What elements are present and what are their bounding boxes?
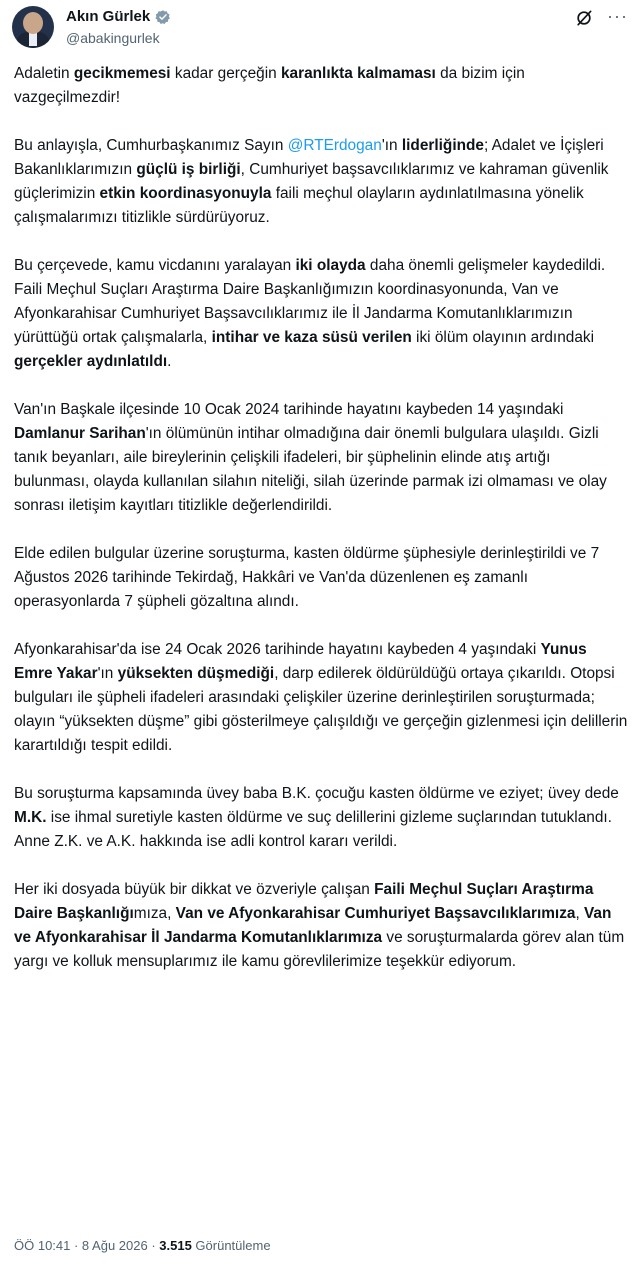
avatar[interactable] (12, 6, 54, 48)
bold-text: Faili Meçhul Suçları Araştırma Daire Başkanlığı (14, 881, 594, 922)
text-segment: . (167, 353, 172, 370)
text-segment: 'ın (97, 665, 118, 682)
bold-text: karanlıkta kalmaması (280, 65, 436, 82)
text-segment: Van'ın Başkale ilçesinde 10 Ocak 2024 tarihinde hayatını kaybeden 14 yaşındaki (14, 401, 564, 418)
bold-text: gerçekler aydınlatıldı (14, 353, 168, 370)
text-segment: Elde edilen bulgular üzerine soruşturma, kasten öldürme şüphesiyle derinleştirildi ve 7 Ağustos 2026 tarihinde Tekirdağ, Hakkâri ve Van'da düzenlenen eş zamanlı operasyonlarda 7 şüpheli gözaltına alındı. (14, 545, 600, 610)
more-icon[interactable]: ··· (607, 6, 628, 26)
tweet-text (14, 62, 628, 998)
text-segment: iki ölüm olayının ardındaki (411, 329, 594, 346)
verified-badge-icon (155, 9, 171, 25)
tweet-paragraph (14, 134, 628, 230)
text-segment: faili meçhul olayların aydınlatılmasına yönelik çalışmalarımızı titizlikle sürdürüyoruz. (14, 185, 584, 226)
tweet-meta (14, 1238, 271, 1253)
bold-text: liderliğinde (401, 137, 484, 154)
author-handle[interactable]: @abakingurlek (66, 30, 160, 46)
text-segment: , Cumhuriyet başsavcılıklarımız ve kahraman güvenlik güçlerimizin (14, 161, 609, 202)
bold-text: Yunus Emre Yakar (14, 641, 587, 682)
text-segment: Bu çerçevede, kamu vicdanını yaralayan (14, 257, 296, 274)
bold-text: intihar ve kaza süsü verilen (211, 329, 412, 346)
bold-text: Van ve Afyonkarahisar Cumhuriyet Başsavcılıklarımıza (175, 905, 576, 922)
tweet-header (12, 6, 628, 50)
text-segment: ve soruşturmalarda görev alan tüm yargı ve kolluk mensuplarımız ile kamu görevlilerimize teşekkür ediyorum. (14, 929, 625, 970)
tweet-paragraph (14, 638, 628, 758)
grok-icon[interactable] (574, 8, 594, 28)
text-segment: ise ihmal suretiyle kasten öldürme ve suç delillerini gizleme suçlarından tutuklandı. Anne Z.K. ve A.K. hakkında ise adli kontrol kararı verildi. (14, 809, 612, 850)
bold-text: etkin koordinasyonuyla (99, 185, 272, 202)
bold-text: Van ve Afyonkarahisar İl Jandarma Komutanlıklarımıza (14, 905, 612, 946)
text-segment: Her iki dosyada büyük bir dikkat ve özveriyle çalışan (14, 881, 375, 898)
text-segment: 'ın (381, 137, 402, 154)
tweet-paragraph (14, 542, 628, 614)
text-segment: , darp edilerek öldürüldüğü ortaya çıkarıldı. Otopsi bulguları ile şüpheli ifadeleri arasındaki çelişkiler üzerine derinleştirilen soruşturmada; olayın “yüksekten düşme” gibi gösterilmeye çalışıldığı ve gerçeğin gizlenmesi için delillerin karartıldığı tespit edildi. (14, 665, 628, 754)
views-count: 3.515 (159, 1238, 192, 1253)
views-label: Görüntüleme (191, 1238, 271, 1253)
text-segment: da bizim için vazgeçilmezdir! (14, 65, 525, 106)
tweet-paragraph (14, 878, 628, 974)
text-segment: daha önemli gelişmeler kaydedildi. Faili Meçhul Suçları Araştırma Daire Başkanlığımızın koordinasyonunda, Van ve Afyonkarahisar Cumhuriyet Başsavcılıklarımız ile İl Jandarma Komutanlıklarımızın yürüttüğü ortak çalışmalarla, (14, 257, 606, 346)
author-name-row (66, 8, 171, 25)
bold-text: Damlanur Sarihan (14, 425, 146, 442)
bold-text: M.K. (14, 809, 47, 826)
text-segment: Adaletin (14, 65, 74, 82)
bold-text: yüksekten düşmediği (117, 665, 275, 682)
text-segment: ; Adalet ve İçişleri Bakanlıklarımızın (14, 137, 604, 178)
tweet-paragraph (14, 254, 628, 374)
tweet-paragraph (14, 782, 628, 854)
text-segment: Afyonkarahisar'da ise 24 Ocak 2026 tarihinde hayatını kaybeden 4 yaşındaki (14, 641, 541, 658)
tweet-paragraph (14, 398, 628, 518)
text-segment: kadar gerçeğin (170, 65, 281, 82)
text-segment: Bu anlayışla, Cumhurbaşkanımız Sayın (14, 137, 288, 154)
bold-text: güçlü iş birliği (136, 161, 241, 178)
bold-text: iki olayda (295, 257, 366, 274)
text-segment: mıza, (133, 905, 176, 922)
author-name[interactable]: Akın Gürlek (66, 8, 151, 25)
text-segment: Bu soruşturma kapsamında üvey baba B.K. çocuğu kasten öldürme ve eziyet; üvey dede (14, 785, 619, 802)
mention-link[interactable]: @RTErdogan (287, 137, 382, 154)
tweet-paragraph (14, 62, 628, 110)
text-segment: 'ın ölümünün intihar olmadığına dair önemli bulgulara ulaşıldı. Gizli tanık beyanları, aile bireylerinin çelişkili ifadeleri, bir şüphelinin elinde atış artığı bulunması, olayda kullanılan silahın niteliği, silah üzerinde parmak izi olmaması ve olay sonrası iletişim kayıtları titizlikle değerlendirildi. (14, 425, 607, 514)
tweet-timestamp[interactable]: ÖÖ 10:41 · 8 Ağu 2026 · (14, 1238, 160, 1253)
text-segment: , (575, 905, 585, 922)
bold-text: gecikmemesi (73, 65, 171, 82)
